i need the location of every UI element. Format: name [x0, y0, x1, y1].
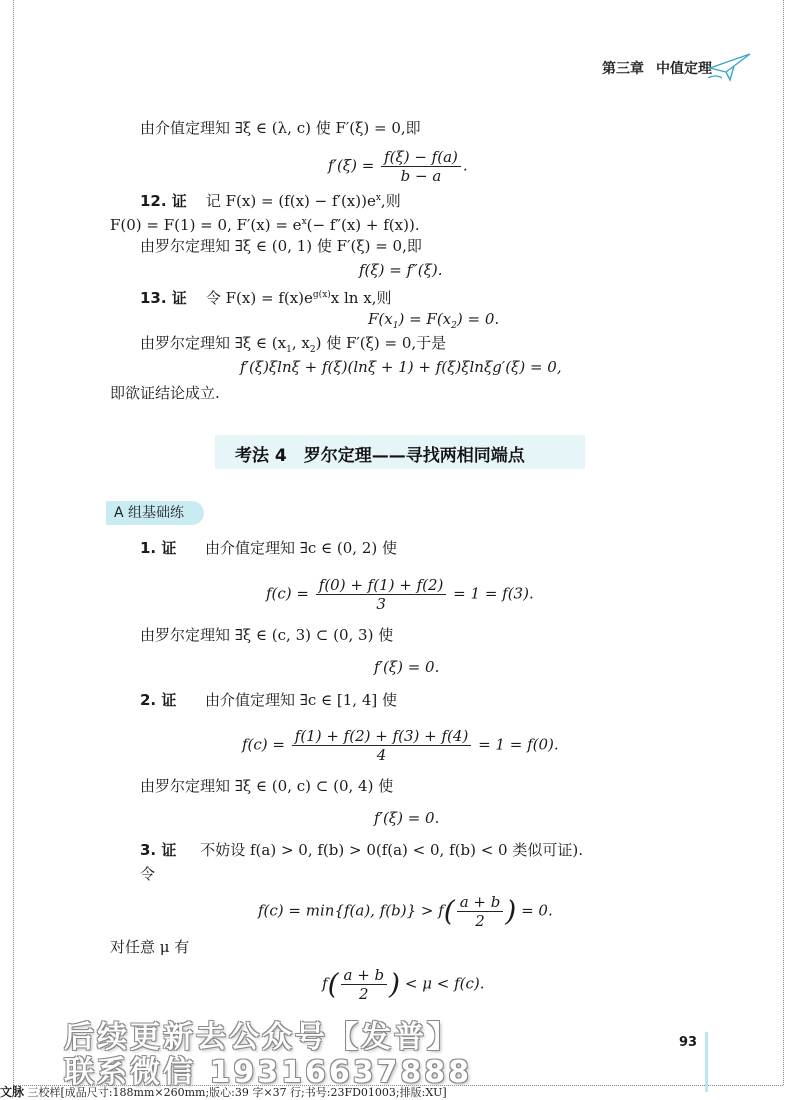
fraction — [457, 893, 504, 930]
problem-12-equation: f(ξ) = f″(ξ). — [359, 261, 443, 279]
problem-label: 13. 证 — [140, 289, 187, 307]
question-3-line-1 — [140, 840, 583, 860]
eq-lhs: f′(ξ) = — [328, 156, 375, 175]
problem-13-line-3 — [140, 333, 446, 360]
page-border-left — [13, 0, 14, 1085]
superscript: x — [301, 217, 307, 227]
question-2-line-3: 由罗尔定理知 ∃ξ ∈ (0, c) ⊂ (0, 4) 使 — [140, 777, 394, 795]
text: 不妨设 f(a) > 0, f(b) > 0(f(a) < 0, f(b) < 0 类似可证). — [200, 841, 583, 859]
question-label: 3. 证 — [140, 841, 177, 859]
print-slug — [0, 1083, 447, 1100]
text: 由介值定理知 ∃c ∈ [1, 4] 使 — [204, 691, 398, 709]
text: F(0) = F(1) = 0, F′(x) = e — [110, 216, 302, 234]
problem-13-equation-1 — [368, 309, 499, 336]
problem-12-line-3: 由罗尔定理知 ∃ξ ∈ (0, 1) 使 F′(ξ) = 0,即 — [140, 237, 422, 255]
subscript: 2 — [451, 321, 457, 331]
page-number-accent-bar — [705, 1032, 708, 1092]
text: ) = 0. — [456, 310, 500, 328]
text: 由介值定理知 ∃c ∈ (0, 2) 使 — [204, 539, 398, 557]
text: 令 F(x) = f(x)e — [205, 289, 313, 307]
text: 由罗尔定理知 ∃ξ ∈ (x — [140, 334, 287, 352]
fraction — [341, 966, 388, 1003]
footer-brand: 文脉 — [0, 1085, 25, 1099]
eq-lhs: f — [322, 974, 328, 993]
problem-13-line-1 — [140, 285, 391, 308]
eq-rhs: = 1 = f(3). — [453, 584, 534, 603]
text-line: 由介值定理知 ∃ξ ∈ (λ, c) 使 F′(ξ) = 0,即 — [140, 119, 421, 137]
text: x ln x,则 — [330, 289, 392, 307]
fraction — [316, 576, 447, 613]
fraction-denominator: 4 — [376, 746, 387, 764]
question-3-equation-1 — [258, 893, 553, 930]
question-label: 2. 证 — [140, 691, 177, 709]
text: ,则 — [380, 192, 401, 210]
right-paren: ) — [505, 894, 517, 928]
superscript: x — [375, 193, 381, 203]
text: ) = F(x — [398, 310, 452, 328]
fraction — [381, 148, 461, 185]
fraction-denominator: 2 — [359, 985, 369, 1003]
eq-lhs: f(c) = — [242, 735, 285, 754]
left-paren: ( — [327, 967, 339, 1001]
question-2-line-1 — [140, 690, 397, 710]
fraction-denominator: 2 — [475, 912, 485, 930]
question-1-line-3: 由罗尔定理知 ∃ξ ∈ (c, 3) ⊂ (0, 3) 使 — [140, 626, 394, 644]
fraction-numerator: a + b — [341, 966, 388, 985]
fraction-numerator: f(ξ) − f(a) — [381, 148, 461, 167]
eq-end: . — [462, 156, 468, 175]
page-border-right — [783, 0, 784, 1085]
subscript: 2 — [309, 345, 316, 355]
question-2-result: f′(ξ) = 0. — [374, 809, 440, 827]
section-heading: 考法 4 罗尔定理——寻找两相同端点 — [235, 446, 525, 466]
text: , x — [291, 334, 310, 352]
chapter-label: 第三章 — [602, 61, 644, 77]
group-label: A 组基础练 — [106, 501, 204, 525]
question-3-line-2: 令 — [140, 865, 156, 883]
text: F(x — [368, 310, 393, 328]
running-header — [602, 58, 712, 78]
chapter-title: 中值定理 — [656, 61, 712, 77]
equation — [328, 148, 468, 185]
question-1-line-1 — [140, 538, 397, 558]
problem-13-conclusion: 即欲证结论成立. — [110, 384, 220, 402]
fraction-numerator: f(1) + f(2) + f(3) + f(4) — [292, 727, 472, 746]
subscript: 1 — [286, 345, 292, 355]
fraction — [292, 727, 472, 764]
question-label: 1. 证 — [140, 539, 177, 557]
fraction-denominator: 3 — [376, 595, 386, 613]
problem-12-line-2 — [110, 212, 420, 235]
eq-lhs: f(c) = min{f(a), f(b)} > f — [258, 901, 444, 920]
question-3-equation-2 — [322, 966, 485, 1003]
problem-12-line-1 — [140, 188, 401, 211]
page-number: 93 — [679, 1035, 698, 1050]
eq-rhs: < μ < f(c). — [404, 974, 485, 993]
eq-rhs: = 0. — [521, 901, 553, 920]
text: (− f″(x) + f(x)). — [306, 216, 420, 234]
fraction-numerator: f(0) + f(1) + f(2) — [316, 576, 447, 595]
right-paren: ) — [389, 967, 401, 1001]
eq-lhs: f(c) = — [266, 584, 309, 603]
text: 记 F(x) = (f(x) − f′(x))e — [205, 192, 376, 210]
problem-label: 12. 证 — [140, 192, 187, 210]
eq-rhs: = 1 = f(0). — [478, 735, 559, 754]
question-1-equation — [266, 576, 534, 613]
watermark-line-2: 联系微信 19316637888 — [64, 1055, 473, 1090]
question-2-equation — [242, 727, 559, 764]
superscript: g(x) — [312, 290, 331, 300]
footer-info: 三校样[成品尺寸:188mm×260mm;版心:39 字×37 行;书号:23FD01003;排版:XU] — [27, 1086, 447, 1099]
text: ) 使 F′(ξ) = 0,于是 — [315, 334, 447, 352]
watermark-line-1: 后续更新去公众号【发普】 — [64, 1020, 460, 1055]
paper-plane-icon — [706, 48, 752, 82]
subscript: 1 — [392, 321, 399, 331]
question-3-line-4: 对任意 μ 有 — [110, 938, 190, 956]
fraction-numerator: a + b — [457, 893, 504, 912]
question-1-result: f′(ξ) = 0. — [374, 658, 440, 676]
left-paren: ( — [443, 894, 455, 928]
fraction-denominator: b − a — [400, 167, 442, 185]
problem-13-equation-2: f′(ξ)ξlnξ + f(ξ)(lnξ + 1) + f(ξ)ξlnξg′(ξ) = 0, — [240, 358, 562, 376]
